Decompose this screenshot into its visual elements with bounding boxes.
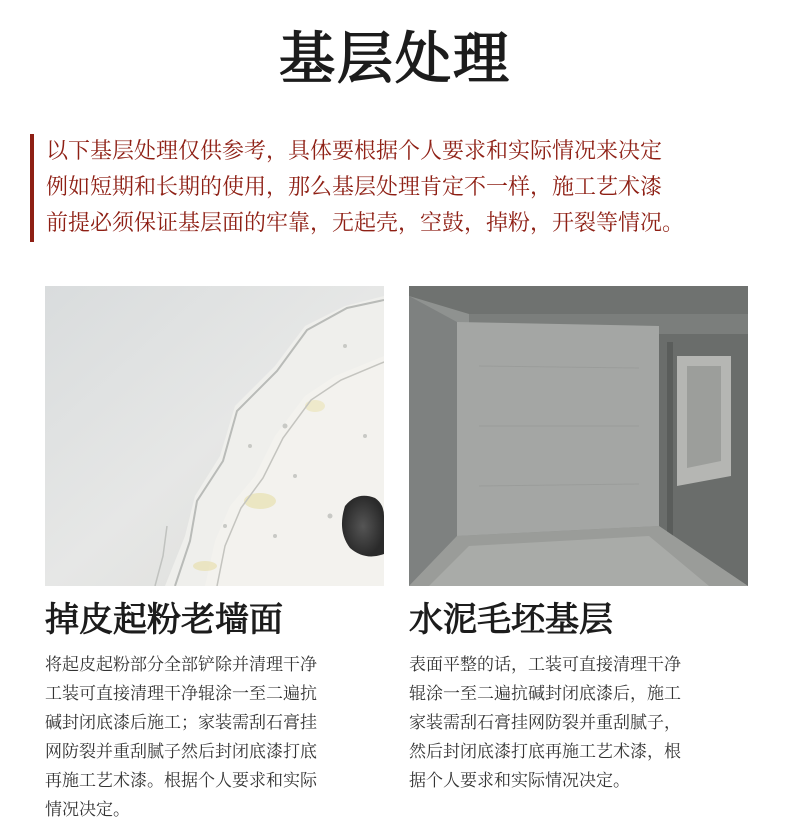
right-text-line: 据个人要求和实际情况决定。 (409, 771, 630, 791)
left-column-text (45, 651, 390, 825)
intro-line-3: 前提必须保证基层面的牢靠，无起壳，空鼓，掉粉，开裂等情况。 (46, 211, 685, 236)
right-text-line: 家装需刮石膏挂网防裂并重刮腻子， (409, 713, 681, 733)
left-text-line: 网防裂并重刮腻子然后封闭底漆打底 (45, 742, 317, 762)
left-text-line: 工装可直接清理干净辊涂一至二遍抗 (45, 684, 317, 704)
right-text-line: 辊涂一至二遍抗碱封闭底漆后，施工 (409, 684, 681, 704)
left-text-line: 将起皮起粉部分全部铲除并清理干净 (45, 655, 317, 675)
right-column-text (409, 651, 754, 796)
intro-line-2: 例如短期和长期的使用，那么基层处理肯定不一样，施工艺术漆 (46, 175, 663, 200)
intro-paragraph (30, 134, 778, 242)
right-column-title: 水泥毛坯基层 (409, 600, 613, 640)
left-column-title: 掉皮起粉老墙面 (45, 600, 283, 640)
left-text-line: 情况决定。 (45, 800, 130, 820)
intro-line-1: 以下基层处理仅供参考，具体要根据个人要求和实际情况来决定 (46, 139, 663, 164)
bare-concrete-room-photo (409, 286, 748, 586)
right-text-line: 然后封闭底漆打底再施工艺术漆，根 (409, 742, 681, 762)
peeling-wall-photo (45, 286, 384, 586)
left-text-line: 再施工艺术漆。根据个人要求和实际 (45, 771, 317, 791)
right-text-line: 表面平整的话，工装可直接清理干净 (409, 655, 681, 675)
page-title: 基层处理 (279, 26, 511, 92)
left-text-line: 碱封闭底漆后施工；家装需刮石膏挂 (45, 713, 317, 733)
